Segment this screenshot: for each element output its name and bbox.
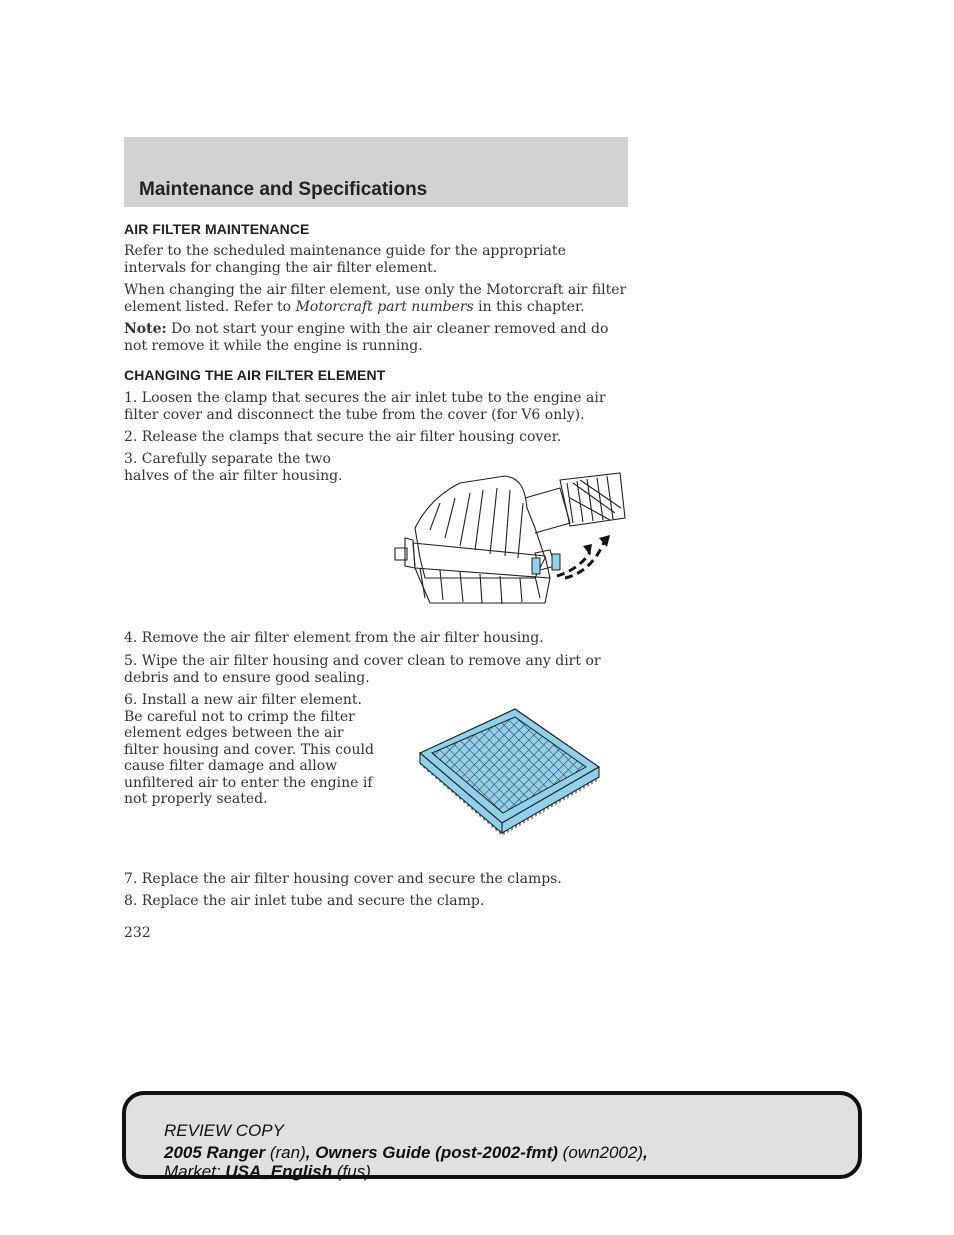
step-7: 7. Replace the air filter housing cover and secure the clamps. [124,871,562,887]
air-filter-maintenance-heading: AIR FILTER MAINTENANCE [124,221,310,237]
note-label: Note: [124,321,167,337]
review-copy-footer [122,1091,862,1179]
section-header-band [124,137,628,207]
intro-paragraph: Refer to the scheduled maintenance guide for the appropriate intervals for changing the air filter element. [124,243,566,276]
page-title: Maintenance and Specifications [139,179,428,200]
step-3: 3. Carefully separate the two halves of the air filter housing. [124,451,343,484]
page-number: 232 [124,925,151,941]
market-info-line: Market: USA_English (fus) [164,1162,371,1181]
changing-filter-heading: CHANGING THE AIR FILTER ELEMENT [124,367,386,383]
review-copy-label: REVIEW COPY [164,1121,284,1140]
motorcraft-part-numbers-ref: Motorcraft part numbers [295,298,474,315]
air-filter-element-illustration [415,705,605,840]
step-4: 4. Remove the air filter element from the air filter housing. [124,630,544,646]
note-paragraph: Note: Do not start your engine with the air cleaner removed and do not remove it while the engine is running. [124,321,609,354]
step-6: 6. Install a new air filter element. Be careful not to crimp the filter element edges between the air filter housing and cover. This could cause filter damage and allow unfiltered air to enter the engine if not properly seated. [124,692,374,807]
step-2: 2. Release the clamps that secure the air filter housing cover. [124,429,562,445]
step-1: 1. Loosen the clamp that secures the air inlet tube to the engine air filter cover and disconnect the tube from the cover (for V6 only). [124,390,606,423]
step-8: 8. Replace the air inlet tube and secure the clamp. [124,893,485,909]
air-filter-housing-illustration [385,468,631,608]
motorcraft-paragraph: When changing the air filter element, use only the Motorcraft air filter element listed. Refer to Motorcraft part numbers in this chapter. [124,282,627,315]
step-5: 5. Wipe the air filter housing and cover clean to remove any dirt or debris and to ensure good sealing. [124,653,601,686]
document-info-line: 2005 Ranger (ran), Owners Guide (post-2002-fmt) (own2002), [164,1143,648,1162]
